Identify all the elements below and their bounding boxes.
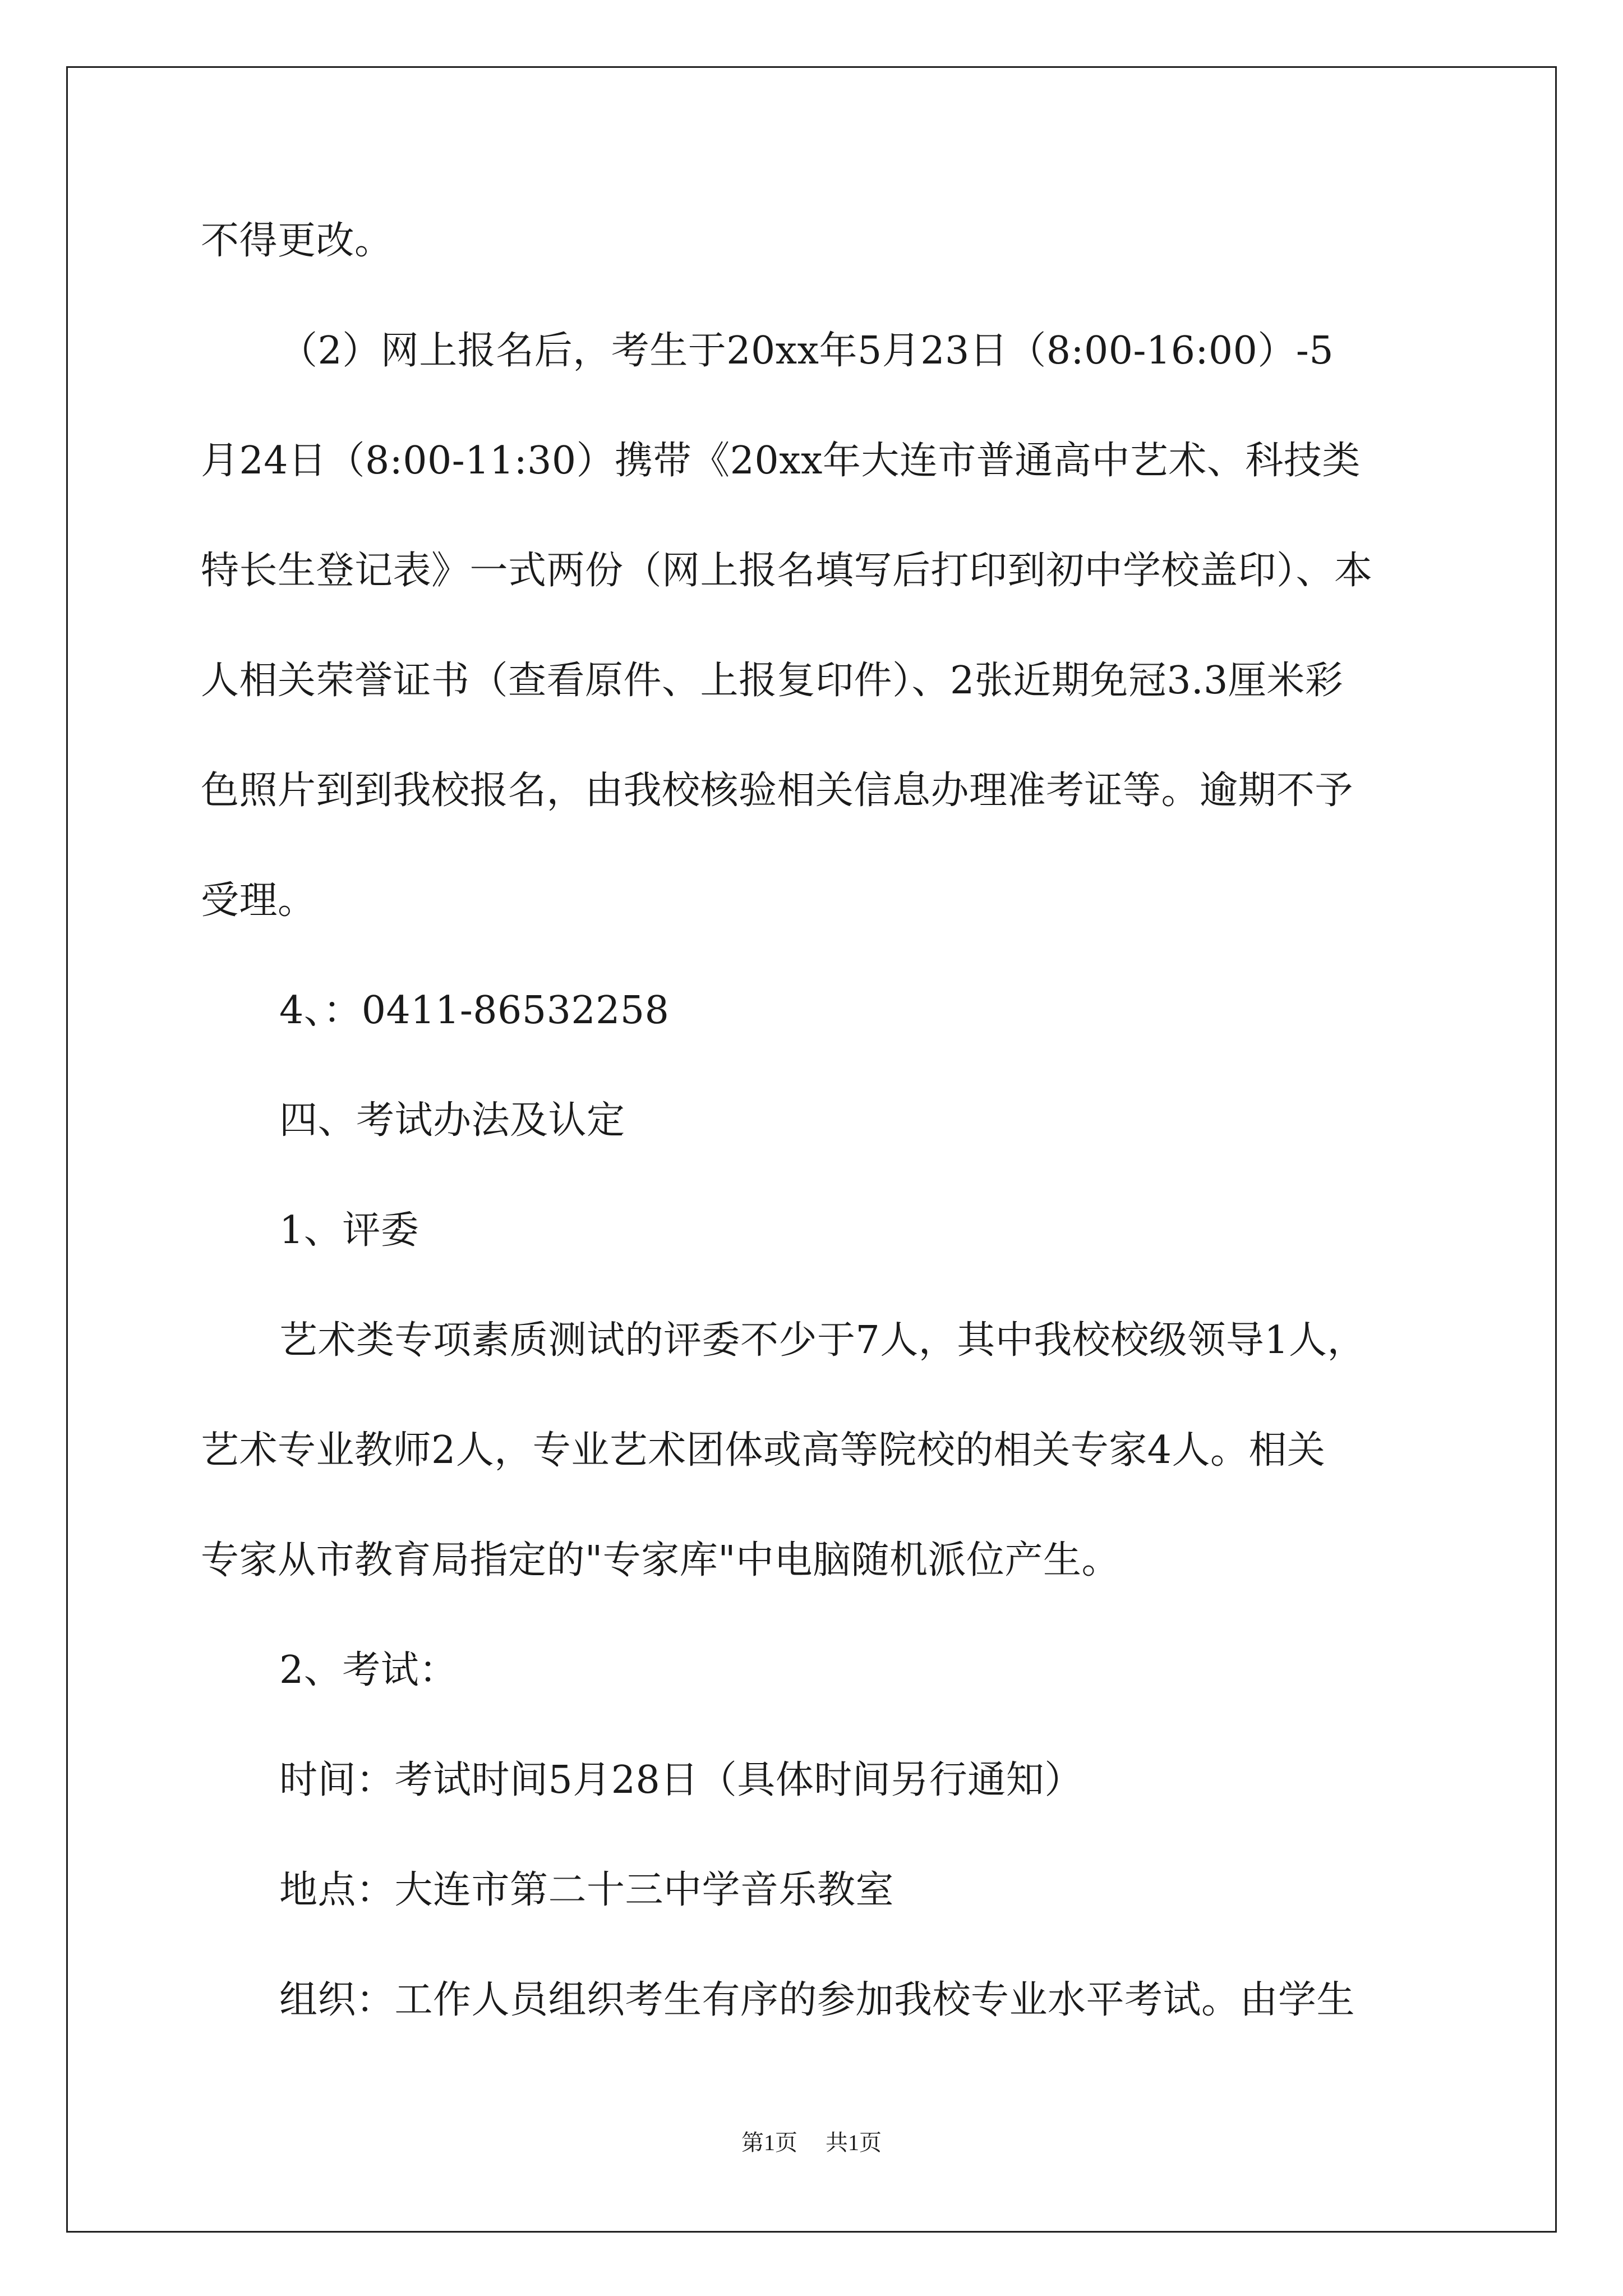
text-line: 受理。 xyxy=(201,878,316,923)
subsection-heading: 2、考试： xyxy=(279,1648,458,1692)
page-footer xyxy=(0,2129,1623,2157)
section-heading: 四、考试办法及认定 xyxy=(279,1098,625,1143)
page-total: 共1页 xyxy=(826,2130,882,2155)
text-line: 人相关荣誉证书（查看原件、上报复印件）、2张近期免冠3.3厘米彩 xyxy=(201,659,1344,703)
text-line: 组织：工作人员组织考生有序的参加我校专业水平考试。由学生 xyxy=(279,1978,1355,2022)
text-line: 地点：大连市第二十三中学音乐教室 xyxy=(279,1868,895,1912)
text-line: 特长生登记表》一式两份（网上报名填写后打印到初中学校盖印）、本 xyxy=(201,549,1373,593)
text-line: 4、：0411-86532258 xyxy=(279,988,670,1033)
text-line: （2）网上报名后，考生于20xx年5月23日（8:00-16:00）-5 xyxy=(279,329,1334,373)
subsection-heading: 1、评委 xyxy=(279,1208,419,1253)
page-number: 第1页 xyxy=(741,2130,797,2155)
text-line: 专家从市教育局指定的"专家库"中电脑随机派位产生。 xyxy=(201,1538,1121,1582)
text-line: 艺术专业教师2人，专业艺术团体或高等院校的相关专家4人。相关 xyxy=(201,1428,1326,1473)
text-line: 艺术类专项素质测试的评委不少于7人，其中我校校级领导1人， xyxy=(279,1318,1366,1363)
text-line: 时间：考试时间5月28日（具体时间另行通知） xyxy=(279,1758,1083,1802)
text-line: 不得更改。 xyxy=(201,219,393,263)
text-line: 色照片到到我校报名，由我校核验相关信息办理准考证等。逾期不予 xyxy=(201,769,1354,813)
text-line: 月24日（8:00-11:30）携带《20xx年大连市普通高中艺术、科技类 xyxy=(201,439,1361,483)
